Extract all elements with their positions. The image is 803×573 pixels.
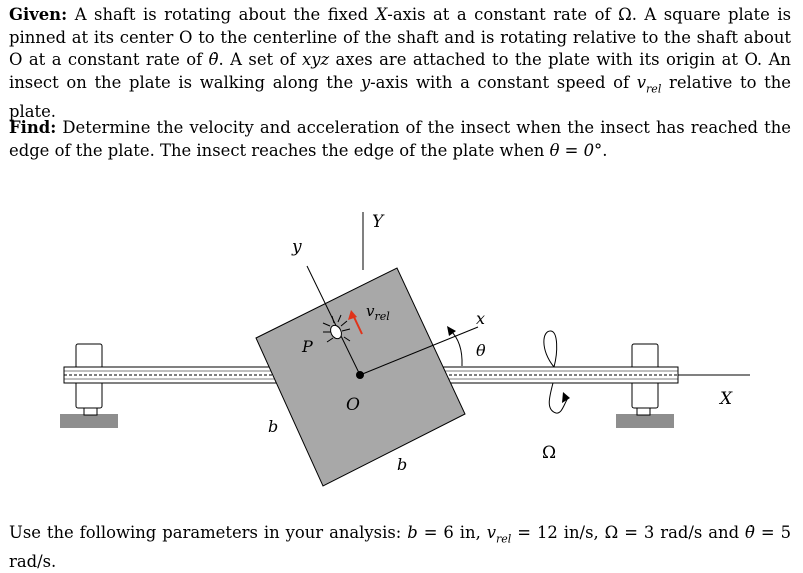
given-vrel: v bbox=[636, 72, 647, 92]
center-O bbox=[356, 371, 364, 379]
vrel-v: v bbox=[366, 302, 375, 320]
params-b: b bbox=[407, 523, 418, 542]
given-text-4: . A set of bbox=[218, 50, 302, 70]
params-thetadot: θ̇ bbox=[745, 523, 755, 542]
given-omega: Ω bbox=[618, 5, 632, 24]
ground-left bbox=[60, 414, 118, 428]
given-text-6: -axis with a constant speed of bbox=[370, 72, 637, 92]
b-bottom-label: b bbox=[397, 455, 408, 474]
find-label: Find: bbox=[9, 118, 57, 137]
params-vrel-sub: rel bbox=[496, 532, 512, 546]
omega-label: Ω bbox=[542, 443, 557, 463]
y-axis-label: y bbox=[292, 237, 302, 257]
Y-axis-label: Y bbox=[372, 212, 384, 232]
theta-label: θ bbox=[476, 341, 486, 360]
find-text-2: . bbox=[602, 140, 608, 160]
given-X: X bbox=[375, 5, 388, 24]
given-text-3: . A square plate is pinned at its center O to the centerline of the shaft and is rotating relative to the shaft about O at a constant rate of bbox=[9, 5, 792, 70]
params-text-4: = 5 rad/s. bbox=[9, 523, 791, 571]
find-theta: θ = 0° bbox=[549, 140, 603, 160]
center-O-label: O bbox=[346, 395, 360, 415]
omega-loop-top bbox=[544, 331, 557, 367]
params-text-3: = 12 in/s, Ω = 3 rad/s and bbox=[511, 523, 746, 542]
given-text-7: relative to the plate. bbox=[9, 72, 791, 121]
given-text-2: -axis at a constant rate of bbox=[387, 5, 619, 24]
x-axis-label: x bbox=[476, 309, 486, 328]
given-vrel-sub: rel bbox=[646, 82, 662, 96]
given-thetadot: θ̇ bbox=[208, 50, 219, 70]
given-y: y bbox=[360, 72, 371, 92]
params-text-1: Use the following parameters in your analysis: bbox=[9, 523, 408, 542]
b-left-label: b bbox=[268, 417, 279, 436]
given-label: Given: bbox=[9, 5, 68, 24]
given-text-5: axes are attached to the plate with its origin at O. An insect on the plate is walking along the bbox=[9, 50, 791, 92]
params-paragraph bbox=[9, 522, 791, 573]
params-text-2: = 6 in, bbox=[417, 523, 487, 542]
given-text-1: A shaft is rotating about the fixed bbox=[74, 5, 376, 24]
vrel-sub: rel bbox=[374, 310, 390, 323]
params-vrel: v bbox=[486, 523, 496, 542]
given-xyz: xyz bbox=[301, 50, 330, 70]
ground-right bbox=[616, 414, 674, 428]
X-axis-label: X bbox=[720, 389, 733, 409]
find-text-1: Determine the velocity and acceleration of the insect when the insect has reached the edge of the plate. The insect reaches the edge of the plate when bbox=[9, 118, 791, 160]
insect-label-P: P bbox=[302, 337, 313, 356]
